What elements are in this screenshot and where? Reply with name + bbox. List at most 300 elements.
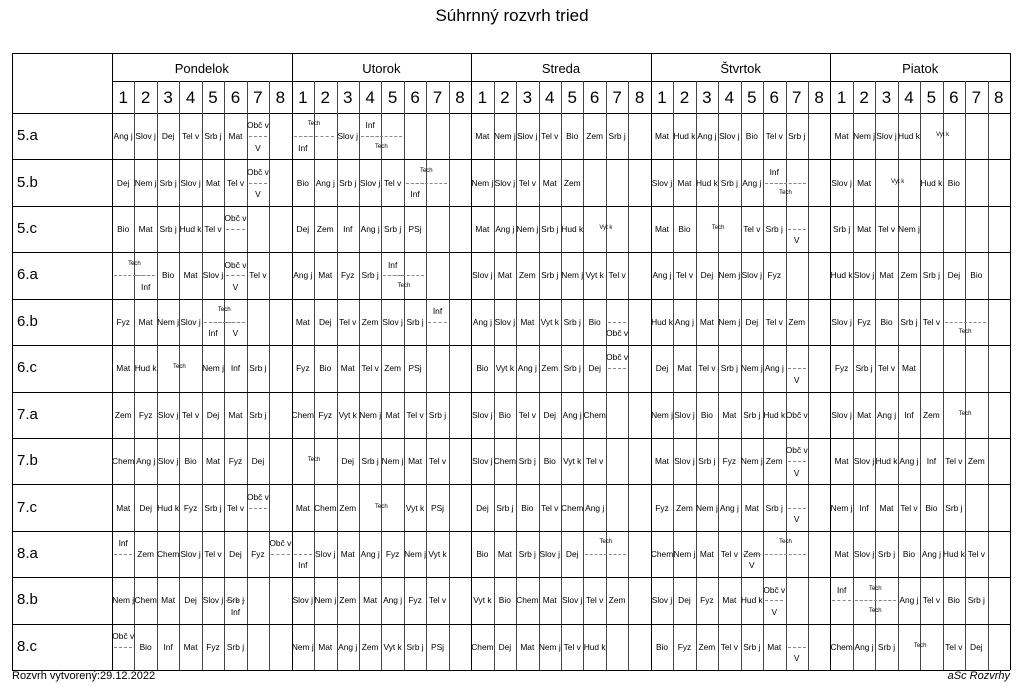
lesson-cell: Inf [118, 538, 128, 549]
lesson-cell: Srb j [204, 502, 222, 513]
grid-line-vertical [381, 81, 382, 670]
lesson-cell: Bio [902, 548, 916, 559]
period-header: 4 [365, 88, 375, 107]
lesson-cell: Mat [228, 131, 243, 142]
lesson-cell: Srb j [406, 641, 424, 652]
lesson-cell: Bio [700, 409, 713, 420]
lesson-cell: Zem [518, 270, 536, 281]
lesson-cell: Bio [745, 131, 758, 142]
lesson-cell: Mat [363, 595, 378, 606]
lesson-cell: Srb j [877, 641, 896, 652]
split-divider [249, 136, 267, 137]
lesson-cell: Inf [163, 641, 173, 652]
lesson-cell: Srb j [204, 131, 222, 142]
grid-line-horizontal [12, 159, 1010, 160]
lesson-cell: Vyt k [383, 641, 402, 652]
lesson-cell: Mat [475, 131, 490, 142]
grid-line-vertical [202, 81, 203, 670]
lesson-cell: Chem [134, 595, 157, 606]
split-divider [114, 554, 132, 555]
lesson-cell: Zem [743, 548, 761, 559]
lesson-cell: Srb j [518, 456, 536, 467]
lesson-cell: Bio [925, 502, 938, 513]
lesson-cell: Slov j [674, 456, 695, 467]
lesson-cell: Fyz [206, 641, 220, 652]
period-header: 7 [253, 88, 263, 107]
class-label: 8.a [17, 544, 38, 562]
split-divider [765, 183, 806, 184]
lesson-cell: Tech [868, 585, 882, 592]
lesson-cell: Fyz [722, 456, 737, 467]
period-header: 3 [342, 88, 353, 107]
lesson-cell: Fyz [408, 595, 422, 606]
lesson-cell: Tel v [339, 316, 357, 327]
lesson-cell: PSj [430, 641, 445, 652]
lesson-cell: Mat [722, 409, 737, 420]
split-divider [249, 183, 267, 184]
lesson-cell: Bio [543, 456, 556, 467]
lesson-cell: Tech [913, 642, 927, 649]
lesson-cell: Tech [375, 143, 388, 150]
lesson-cell: V [793, 374, 800, 385]
lesson-cell: Vyt k [936, 132, 950, 139]
lesson-cell: Mat [655, 456, 669, 467]
lesson-cell: Ang j [719, 502, 739, 513]
lesson-cell: Nem j [404, 548, 426, 559]
lesson-cell: Slov j [831, 409, 852, 420]
period-header: 1 [477, 88, 488, 107]
lesson-cell: Dej [655, 363, 669, 374]
day-header: Piatok [902, 61, 939, 76]
lesson-cell: Fyz [251, 548, 265, 559]
lesson-cell: Zem [361, 641, 379, 652]
lesson-cell: Mat [295, 316, 310, 327]
split-divider [361, 136, 402, 137]
lesson-cell: Slov j [876, 131, 897, 142]
lesson-cell: Mat [767, 641, 782, 652]
lesson-cell: Nem j [112, 595, 135, 606]
lesson-cell: Vyt k [338, 409, 357, 420]
lesson-cell: Srb j [945, 502, 963, 513]
split-divider [788, 461, 806, 462]
class-label: 5.b [17, 173, 38, 191]
lesson-cell: Dej [588, 363, 601, 374]
lesson-cell: Ang j [742, 177, 762, 188]
lesson-cell: Ang j [383, 595, 403, 606]
lesson-cell: Hud k [673, 131, 696, 142]
lesson-cell: Slov j [494, 177, 516, 188]
lesson-cell: Tel v [698, 363, 716, 374]
grid-line-horizontal [12, 670, 1010, 671]
lesson-cell: Nem j [718, 270, 741, 281]
lesson-cell: Srb j [967, 595, 985, 606]
period-header: 7 [791, 88, 802, 107]
lesson-cell: Slov j [741, 270, 763, 281]
period-header: 5 [387, 88, 398, 107]
lesson-cell: Srb j [788, 131, 806, 142]
lesson-cell: Ang j [899, 456, 919, 467]
period-header: 2 [500, 88, 510, 107]
lesson-cell: Hud k [561, 224, 584, 235]
lesson-cell: Dej [498, 641, 512, 652]
lesson-cell: Dej [296, 224, 310, 235]
lesson-cell: Hud k [695, 177, 718, 188]
grid-line-horizontal [12, 624, 1010, 625]
lesson-cell: Mat [699, 316, 714, 327]
lesson-cell: Hud k [875, 456, 898, 467]
lesson-cell: Mat [857, 409, 872, 420]
lesson-cell: Mat [206, 456, 220, 467]
grid-line-vertical [224, 81, 225, 670]
lesson-cell: Srb j [361, 270, 379, 281]
split-divider [428, 322, 446, 323]
lesson-cell: V [793, 513, 800, 524]
lesson-cell: Chem [830, 641, 853, 652]
lesson-cell: Ang j [472, 316, 492, 327]
lesson-cell: Slov j [315, 548, 336, 559]
lesson-cell: Fyz [183, 502, 198, 513]
lesson-cell: Srb j [361, 456, 379, 467]
lesson-cell: Tel v [518, 177, 536, 188]
lesson-cell: Slov j [674, 409, 695, 420]
lesson-cell: Slov j [382, 316, 403, 327]
lesson-cell: Srb j [406, 316, 424, 327]
lesson-cell: Ang j [517, 363, 537, 374]
split-divider [608, 368, 626, 369]
lesson-cell: Zem [137, 548, 155, 559]
page-title: Súhrnný rozvrh tried [435, 6, 589, 25]
lesson-cell: Tel v [922, 595, 941, 606]
lesson-cell: Slov j [202, 595, 224, 606]
lesson-cell: Mat [834, 548, 849, 559]
lesson-cell: Tel v [428, 595, 447, 606]
period-header: 8 [994, 88, 1004, 107]
lesson-cell: Ang j [585, 502, 605, 513]
lesson-cell: Dej [251, 456, 265, 467]
lesson-cell: Tel v [967, 548, 985, 559]
lesson-cell: Zem [676, 502, 693, 513]
split-divider [855, 600, 896, 601]
lesson-cell: Tel v [922, 316, 941, 327]
grid-line-vertical [583, 81, 584, 670]
lesson-cell: Srb j [496, 502, 514, 513]
lesson-cell: Srb j [743, 409, 761, 420]
split-divider [226, 229, 244, 230]
lesson-cell: Bio [521, 502, 534, 513]
lesson-cell: Srb j [428, 409, 447, 420]
lesson-cell: Chem [561, 502, 584, 513]
period-header: 4 [904, 88, 914, 107]
lesson-cell: Tech [217, 307, 231, 314]
lesson-cell: Slov j [853, 270, 875, 281]
lesson-cell: Mat [116, 502, 131, 513]
lesson-cell: Srb j [855, 363, 873, 374]
lesson-cell: Tech [397, 282, 411, 289]
period-header: 4 [185, 88, 196, 107]
grid-line-horizontal [12, 531, 1010, 532]
class-label: 5.c [17, 220, 38, 238]
period-header: 5 [926, 88, 937, 107]
period-header: 3 [702, 88, 712, 107]
grid-line-vertical [696, 81, 697, 670]
class-label: 7.a [17, 405, 38, 423]
lesson-cell: Zem [114, 409, 132, 420]
grid-line-vertical [920, 81, 921, 670]
split-divider [383, 275, 424, 276]
lesson-cell: Mat [183, 270, 198, 281]
lesson-cell: V [232, 328, 239, 339]
period-header: 3 [881, 88, 892, 107]
class-label: 5.a [17, 127, 38, 145]
lesson-cell: Dej [161, 131, 175, 142]
lesson-cell: Mat [161, 595, 176, 606]
lesson-cell: Inf [365, 120, 375, 131]
lesson-cell: Inf [141, 281, 151, 292]
lesson-cell: Mat [744, 502, 759, 513]
split-divider [114, 647, 132, 648]
lesson-cell: Dej [206, 409, 220, 420]
lesson-cell: Inf [859, 502, 869, 513]
lesson-cell: Inf [230, 606, 241, 617]
lesson-cell: Srb j [541, 224, 559, 235]
lesson-cell: Slov j [494, 316, 516, 327]
lesson-cell: Dej [745, 316, 759, 327]
period-header: 1 [657, 88, 667, 107]
lesson-cell: Slov j [651, 595, 673, 606]
lesson-cell: Slov j [517, 131, 538, 142]
lesson-cell: Mat [857, 177, 872, 188]
lesson-cell: Obč v [224, 213, 247, 224]
lesson-cell: Hud k [179, 224, 202, 235]
lesson-cell: Obč v [269, 538, 292, 549]
period-header: 2 [679, 88, 690, 107]
lesson-cell: Ang j [652, 270, 672, 281]
lesson-cell: Bio [319, 363, 332, 374]
day-header: Utorok [362, 61, 401, 76]
lesson-cell: Mat [834, 456, 849, 467]
split-divider [226, 600, 244, 601]
lesson-cell: Tel v [675, 270, 694, 281]
lesson-cell: Dej [700, 270, 714, 281]
split-divider [249, 508, 267, 509]
lesson-cell: Srb j [563, 363, 581, 374]
lesson-cell: Fyz [116, 316, 130, 327]
lesson-cell: Mat [340, 548, 355, 559]
lesson-cell: Tel v [518, 409, 536, 420]
lesson-cell: Zem [339, 502, 357, 513]
lesson-cell: Dej [543, 409, 557, 420]
lesson-cell: Tel v [720, 548, 738, 559]
lesson-cell: V [793, 467, 800, 478]
lesson-cell: Tel v [945, 641, 963, 652]
lesson-cell: Fyz [385, 548, 400, 559]
lesson-cell: Mat [228, 409, 243, 420]
lesson-cell: Ang j [113, 131, 133, 142]
lesson-cell: Tech [172, 364, 186, 371]
grid-line-vertical [965, 81, 966, 670]
lesson-cell: Ang j [495, 224, 515, 235]
split-divider [406, 183, 424, 184]
lesson-cell: Hud k [898, 131, 920, 142]
lesson-cell: Nem j [202, 363, 224, 374]
lesson-cell: Bio [162, 270, 175, 281]
lesson-cell: Slov j [472, 270, 493, 281]
lesson-cell: Srb j [765, 502, 783, 513]
lesson-cell: Bio [117, 224, 130, 235]
lesson-cell: Inf [387, 259, 398, 270]
lesson-cell: Fyz [655, 502, 669, 513]
lesson-cell: Nem j [651, 409, 673, 420]
lesson-cell: Nem j [898, 224, 920, 235]
lesson-cell: Slov j [561, 595, 583, 606]
lesson-cell: Slov j [180, 177, 201, 188]
lesson-cell: Mat [655, 131, 669, 142]
class-label: 8.b [17, 591, 38, 609]
period-header: 4 [545, 88, 555, 107]
lesson-cell: Fyz [296, 363, 310, 374]
lesson-cell: Tel v [226, 502, 245, 513]
lesson-cell: Inf [904, 409, 914, 420]
lesson-cell: Bio [588, 316, 601, 327]
grid-line-horizontal [12, 392, 1010, 393]
lesson-cell: Mat [879, 270, 894, 281]
lesson-cell: Nem j [314, 595, 337, 606]
lesson-cell: Nem j [695, 502, 718, 513]
lesson-cell: Mat [318, 270, 333, 281]
lesson-cell: Slov j [539, 548, 560, 559]
grid-line-vertical [628, 81, 629, 670]
lesson-cell: Zem [765, 456, 783, 467]
lesson-cell: Ang j [360, 548, 380, 559]
lesson-cell: Slov j [719, 131, 740, 142]
lesson-cell: Zem [541, 363, 559, 374]
lesson-cell: Srb j [226, 641, 245, 652]
lesson-cell: Tel v [249, 270, 267, 281]
lesson-cell: Tech [128, 260, 141, 267]
lesson-cell: Bio [139, 641, 152, 652]
lesson-cell: Tech [711, 225, 725, 232]
lesson-cell: Vyt k [428, 548, 447, 559]
lesson-cell: Tech [958, 329, 972, 336]
lesson-cell: Tel v [743, 224, 761, 235]
class-label: 6.c [17, 359, 38, 377]
lesson-cell: Nem j [718, 316, 741, 327]
lesson-cell: Bio [947, 595, 960, 606]
lesson-cell: Slov j [472, 456, 493, 467]
lesson-cell: Dej [116, 177, 130, 188]
class-label: 6.b [17, 312, 38, 330]
period-header: 3 [163, 88, 173, 107]
lesson-cell: Nem j [516, 224, 539, 235]
lesson-cell: Mat [138, 224, 153, 235]
lesson-cell: Srb j [900, 316, 918, 327]
lesson-cell: Bio [296, 177, 309, 188]
split-divider [788, 647, 806, 648]
lesson-cell: Vyt k [495, 363, 515, 374]
split-divider [743, 554, 761, 555]
lesson-cell: Ang j [921, 548, 941, 559]
grid-line-horizontal [12, 484, 1010, 485]
lesson-cell: Chem [493, 456, 517, 467]
lesson-cell: Slov j [180, 316, 201, 327]
period-header: 6 [230, 88, 241, 107]
lesson-cell: Chem [314, 502, 337, 513]
lesson-cell: Tel v [181, 409, 200, 420]
lesson-cell: Nem j [381, 456, 404, 467]
lesson-cell: Srb j [922, 270, 941, 281]
lesson-cell: Mat [408, 456, 423, 467]
lesson-cell: Mat [857, 224, 872, 235]
split-divider [585, 554, 626, 555]
class-label: 7.c [17, 498, 38, 516]
lesson-cell: Mat [475, 224, 490, 235]
grid-line-vertical [875, 81, 876, 670]
lesson-cell: Hud k [920, 177, 943, 188]
lesson-cell: Mat [497, 548, 512, 559]
lesson-cell: Srb j [720, 177, 738, 188]
grid-line-horizontal [12, 252, 1010, 253]
lesson-cell: Dej [229, 548, 242, 559]
lesson-cell: Bio [476, 548, 489, 559]
lesson-cell: Nem j [359, 409, 382, 420]
lesson-cell: Mat [542, 595, 557, 606]
split-divider [945, 322, 986, 323]
lesson-cell: Dej [341, 456, 354, 467]
lesson-cell: Fyz [834, 363, 849, 374]
lesson-cell: Slov j [831, 316, 852, 327]
lesson-cell: Srb j [720, 363, 738, 374]
lesson-cell: Srb j [159, 224, 177, 235]
lesson-cell: Slov j [157, 456, 179, 467]
lesson-cell: Dej [139, 502, 152, 513]
grid-line-vertical [808, 81, 809, 670]
lesson-cell: Nem j [853, 131, 875, 142]
day-header: Streda [541, 61, 581, 76]
lesson-cell: Slov j [831, 177, 852, 188]
split-divider [765, 600, 783, 601]
split-divider [832, 600, 850, 601]
lesson-cell: Tel v [877, 224, 896, 235]
lesson-cell: Tel v [361, 363, 379, 374]
period-header: 5 [747, 88, 757, 107]
lesson-cell: Slov j [337, 131, 358, 142]
lesson-cell: Ang j [360, 224, 380, 235]
period-header: 8 [275, 88, 286, 107]
lesson-cell: Ang j [315, 177, 335, 188]
grid-line-vertical [561, 81, 562, 670]
lesson-cell: Tel v [541, 502, 559, 513]
lesson-cell: Hud k [942, 548, 965, 559]
lesson-cell: Tel v [900, 502, 918, 513]
period-header: 3 [522, 88, 533, 107]
grid-line-horizontal [12, 53, 1010, 54]
lesson-cell: Slov j [853, 456, 875, 467]
lesson-cell: Zem [339, 595, 357, 606]
lesson-cell: Srb j [877, 548, 896, 559]
lesson-cell: Obč v [112, 630, 135, 641]
lesson-cell: Hud k [157, 502, 180, 513]
lesson-cell: Tel v [204, 548, 222, 559]
period-header: 1 [298, 88, 308, 107]
lesson-cell: Inf [343, 224, 353, 235]
lesson-cell: Nem j [538, 641, 561, 652]
lesson-cell: Chem [516, 595, 539, 606]
lesson-cell: Srb j [383, 224, 402, 235]
lesson-cell: Srb j [226, 595, 245, 606]
lesson-cell: V [793, 653, 800, 664]
lesson-cell: Zem [586, 131, 604, 142]
lesson-cell: Chem [112, 456, 135, 467]
